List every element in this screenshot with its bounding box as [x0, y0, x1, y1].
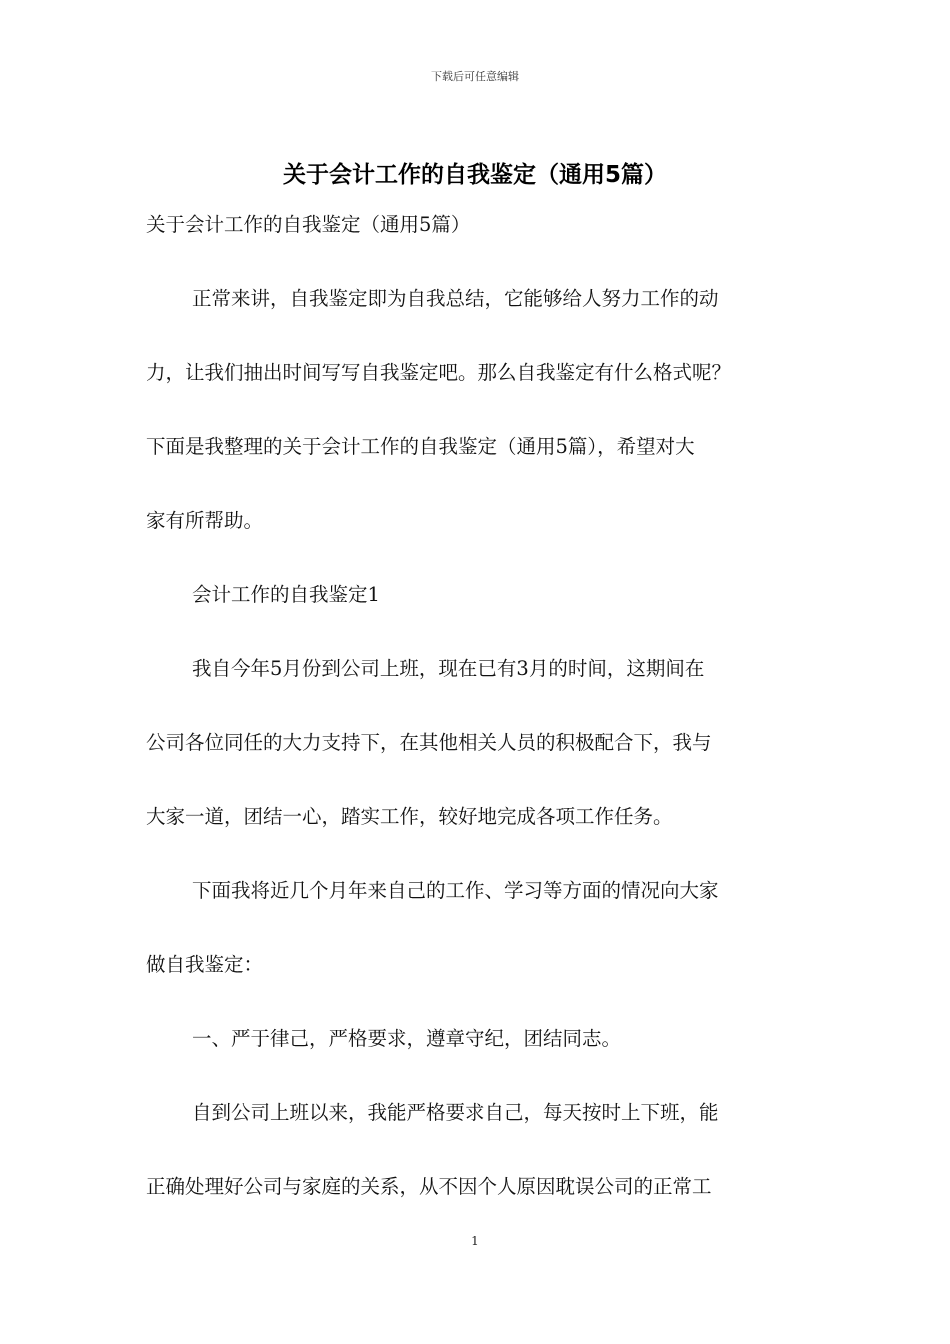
paragraph-line: 自到公司上班以来，我能严格要求自己，每天按时上下班，能 — [192, 1101, 719, 1124]
paragraph-line: 力，让我们抽出时间写写自我鉴定吧。那么自我鉴定有什么格式呢？ — [146, 361, 732, 384]
paragraph-line: 大家一道，团结一心，踏实工作，较好地完成各项工作任务。 — [146, 805, 673, 828]
page-header-note: 下载后可任意编辑 — [431, 70, 519, 83]
document-title: 关于会计工作的自我鉴定（通用5篇） — [282, 162, 667, 188]
paragraph-line: 正确处理好公司与家庭的关系，从不因个人原因耽误公司的正常工 — [146, 1175, 712, 1198]
document-subtitle: 关于会计工作的自我鉴定（通用5篇） — [146, 213, 471, 236]
paragraph-line: 正常来讲，自我鉴定即为自我总结，它能够给人努力工作的动 — [192, 287, 719, 310]
section-heading: 会计工作的自我鉴定1 — [192, 583, 380, 606]
paragraph-line: 家有所帮助。 — [146, 509, 264, 532]
page-number: 1 — [471, 1234, 479, 1248]
paragraph-line: 做自我鉴定： — [146, 953, 264, 976]
paragraph-line: 公司各位同任的大力支持下，在其他相关人员的积极配合下，我与 — [146, 731, 712, 754]
paragraph-line: 下面我将近几个月年来自己的工作、学习等方面的情况向大家 — [192, 879, 719, 902]
document-body — [146, 206, 812, 1205]
paragraph-line: 下面是我整理的关于会计工作的自我鉴定（通用5篇），希望对大 — [146, 435, 695, 458]
paragraph-line: 我自今年5月份到公司上班，现在已有3月的时间，这期间在 — [192, 657, 705, 680]
subsection-heading: 一、严于律己，严格要求，遵章守纪，团结同志。 — [192, 1027, 622, 1050]
